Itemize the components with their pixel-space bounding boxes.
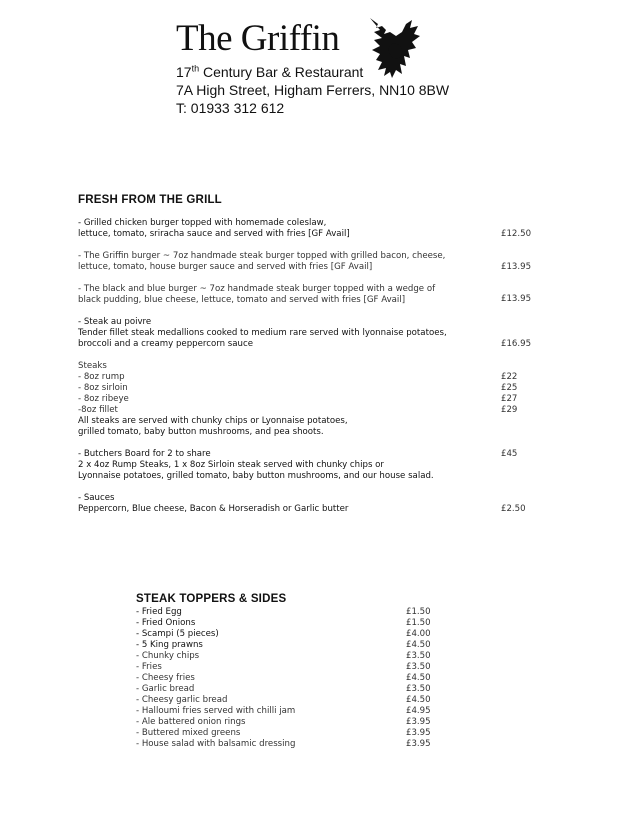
steak-price: £29 xyxy=(501,405,518,415)
steak-item: - 8oz rump xyxy=(78,372,125,382)
header-phone: T: 01933 312 612 xyxy=(176,100,285,116)
side-price: £1.50 xyxy=(406,607,431,617)
side-item: - Chunky chips xyxy=(136,651,200,661)
side-price: £3.95 xyxy=(406,739,431,749)
sauces-line: - Sauces xyxy=(78,493,115,503)
steak-item: - 8oz sirloin xyxy=(78,383,128,393)
grill-item-line: Tender fillet steak medallions cooked to medium rare served with lyonnaise potatoes, xyxy=(78,328,447,338)
steaks-title: Steaks xyxy=(78,361,107,371)
side-item: - Ale battered onion rings xyxy=(136,717,246,727)
grill-item-line: - Steak au poivre xyxy=(78,317,152,327)
side-item: - Scampi (5 pieces) xyxy=(136,629,219,639)
header-address: 7A High Street, Higham Ferrers, NN10 8BW xyxy=(176,82,450,98)
grill-item-line: black pudding, blue cheese, lettuce, tomato and served with fries [GF Avail] xyxy=(78,295,406,305)
section-heading-sides: STEAK TOPPERS & SIDES xyxy=(136,593,287,605)
steak-item: - 8oz ribeye xyxy=(78,394,129,404)
side-item: - Fries xyxy=(136,662,162,672)
side-item: - Buttered mixed greens xyxy=(136,728,241,738)
side-item: - Garlic bread xyxy=(136,684,195,694)
side-item: - House salad with balsamic dressing xyxy=(136,739,296,749)
side-price: £3.95 xyxy=(406,717,431,727)
side-price: £4.50 xyxy=(406,673,431,683)
grill-item-line: lettuce, tomato, sriracha sauce and served with fries [GF Avail] xyxy=(78,229,350,239)
side-item: - Cheesy fries xyxy=(136,673,195,683)
steak-item: -8oz fillet xyxy=(78,405,118,415)
side-price: £3.95 xyxy=(406,728,431,738)
steak-price: £22 xyxy=(501,372,518,382)
grill-item-price: £16.95 xyxy=(501,339,532,349)
grill-item-price: £13.95 xyxy=(501,262,532,272)
side-item: - Halloumi fries served with chilli jam xyxy=(136,706,296,716)
grill-item-line: - The Griffin burger ~ 7oz handmade steak burger topped with grilled bacon, cheese, xyxy=(78,251,446,261)
grill-item-line: broccoli and a creamy peppercorn sauce xyxy=(78,339,254,349)
steaks-note: grilled tomato, baby button mushrooms, and pea shoots. xyxy=(78,427,324,437)
steak-price: £25 xyxy=(501,383,518,393)
side-price: £4.00 xyxy=(406,629,431,639)
sauces-price: £2.50 xyxy=(501,504,526,514)
grill-item-line: - Grilled chicken burger topped with homemade coleslaw, xyxy=(78,218,327,228)
grill-item-price: £12.50 xyxy=(501,229,532,239)
grill-item-price: £13.95 xyxy=(501,294,532,304)
side-item: - Fried Onions xyxy=(136,618,196,628)
board-line: - Butchers Board for 2 to share xyxy=(78,449,211,459)
side-price: £4.50 xyxy=(406,640,431,650)
side-item: - 5 King prawns xyxy=(136,640,203,650)
grill-item-line: - The black and blue burger ~ 7oz handmade steak burger topped with a wedge of xyxy=(78,284,436,294)
restaurant-title: The Griffin xyxy=(176,18,340,59)
side-item: - Fried Egg xyxy=(136,607,182,617)
griffin-logo-icon xyxy=(362,14,422,82)
section-heading-grill: FRESH FROM THE GRILL xyxy=(78,194,222,206)
side-price: £3.50 xyxy=(406,662,431,672)
board-line: Lyonnaise potatoes, grilled tomato, baby button mushrooms, and our house salad. xyxy=(78,471,434,481)
side-price: £4.95 xyxy=(406,706,431,716)
side-price: £1.50 xyxy=(406,618,431,628)
side-price: £3.50 xyxy=(406,684,431,694)
side-item: - Cheesy garlic bread xyxy=(136,695,228,705)
header-subtitle: 17th Century Bar & Restaurant xyxy=(176,63,364,80)
board-line: 2 x 4oz Rump Steaks, 1 x 8oz Sirloin steak served with chunky chips or xyxy=(78,460,384,470)
side-price: £3.50 xyxy=(406,651,431,661)
side-price: £4.50 xyxy=(406,695,431,705)
steaks-note: All steaks are served with chunky chips or Lyonnaise potatoes, xyxy=(78,416,348,426)
grill-item-line: lettuce, tomato, house burger sauce and served with fries [GF Avail] xyxy=(78,262,373,272)
sauces-line: Peppercorn, Blue cheese, Bacon & Horseradish or Garlic butter xyxy=(78,504,349,514)
steak-price: £27 xyxy=(501,394,518,404)
board-price: £45 xyxy=(501,449,518,459)
